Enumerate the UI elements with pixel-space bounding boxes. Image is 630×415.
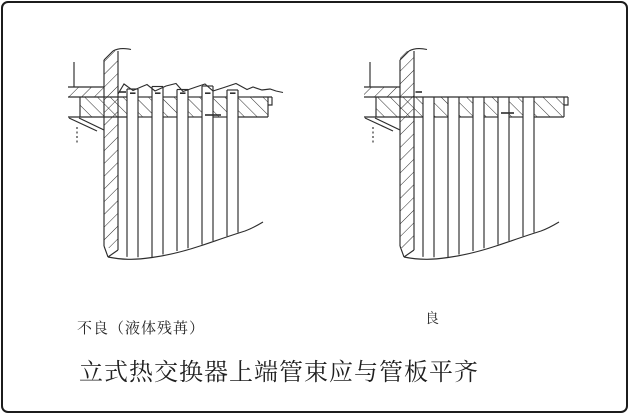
label-bad: 不良（液体残苒）: [77, 319, 206, 337]
figure-caption: 立式热交换器上端管束应与管板平齐: [79, 358, 479, 386]
label-good: 良: [425, 311, 439, 327]
diagram-bad: [68, 49, 283, 260]
diagram-good: [364, 49, 568, 260]
